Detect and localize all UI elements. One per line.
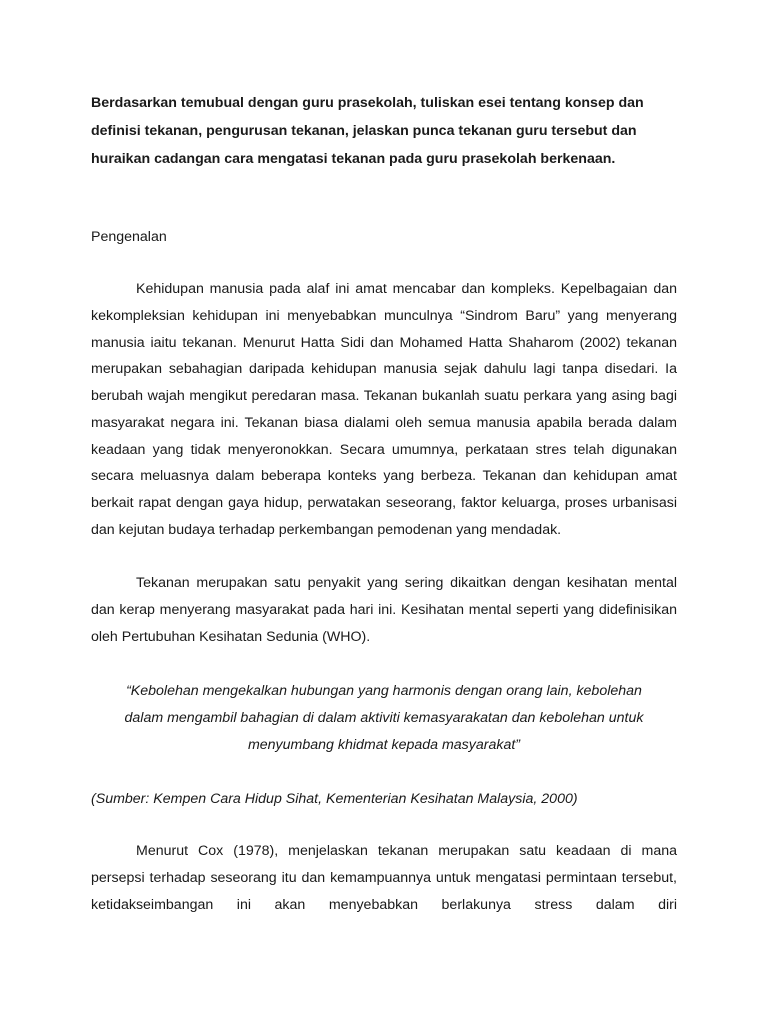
quote-line: menyumbang khidmat kepada masyarakat” — [247, 737, 521, 753]
essay-question — [91, 89, 681, 173]
paragraph-introduction: Kehidupan manusia pada alaf ini amat mencabar dan kompleks. Kepelbagaian dan kekompleksian kehidupan ini menyebabkan munculnya “Sindrom Baru” yang menyerang manusia iaitu tekanan. Menurut Hatta Sidi dan Mohamed Hatta Shaharom (2002) tekanan merupakan sebahagian daripada kehidupan manusia sejak dahulu lagi tanpa disedari. Ia berubah wajah mengikut peredaran masa. Tekanan bukanlah suatu perkara yang asing bagi masyarakat negara ini. Tekanan biasa dialami oleh semua manusia apabila berada dalam keadaan yang tidak menyeronokkan. Secara umumnya, perkataan stres telah digunakan secara meluasnya dalam beberapa konteks yang berbeza. Tekanan dan kehidupan amat berkait rapat dengan gaya hidup, perwatakan seseorang, faktor keluarga, proses urbanisasi dan kejutan budaya terhadap perkembangan pemodenan yang mendadak. — [91, 281, 677, 538]
question-line: Berdasarkan temubual dengan guru prasekolah, tuliskan esei tentang konsep dan — [91, 95, 644, 111]
section-heading: Pengenalan — [91, 229, 167, 245]
paragraph-cox: Menurut Cox (1978), menjelaskan tekanan merupakan satu keadaan di mana persepsi terhadap seseorang itu dan kemampuannya untuk mengatasi permintaan tersebut, ketidakseimbangan ini akan menyebabkan berlakunya stress dalam diri — [91, 843, 677, 913]
quote-line: dalam mengambil bahagian di dalam aktiviti kemasyarakatan dan kebolehan untuk — [124, 710, 644, 726]
who-quote — [91, 678, 677, 759]
question-line: huraikan cadangan cara mengatasi tekanan pada guru prasekolah berkenaan. — [91, 151, 616, 167]
quote-source: (Sumber: Kempen Cara Hidup Sihat, Kementerian Kesihatan Malaysia, 2000) — [91, 791, 578, 807]
question-line: definisi tekanan, pengurusan tekanan, jelaskan punca tekanan guru tersebut dan — [91, 123, 637, 139]
quote-line: “Kebolehan mengekalkan hubungan yang harmonis dengan orang lain, kebolehan — [126, 683, 642, 699]
paragraph-mental-health: Tekanan merupakan satu penyakit yang sering dikaitkan dengan kesihatan mental dan kerap menyerang masyarakat pada hari ini. Kesihatan mental seperti yang didefinisikan oleh Pertubuhan Kesihatan Sedunia (WHO). — [91, 575, 677, 645]
